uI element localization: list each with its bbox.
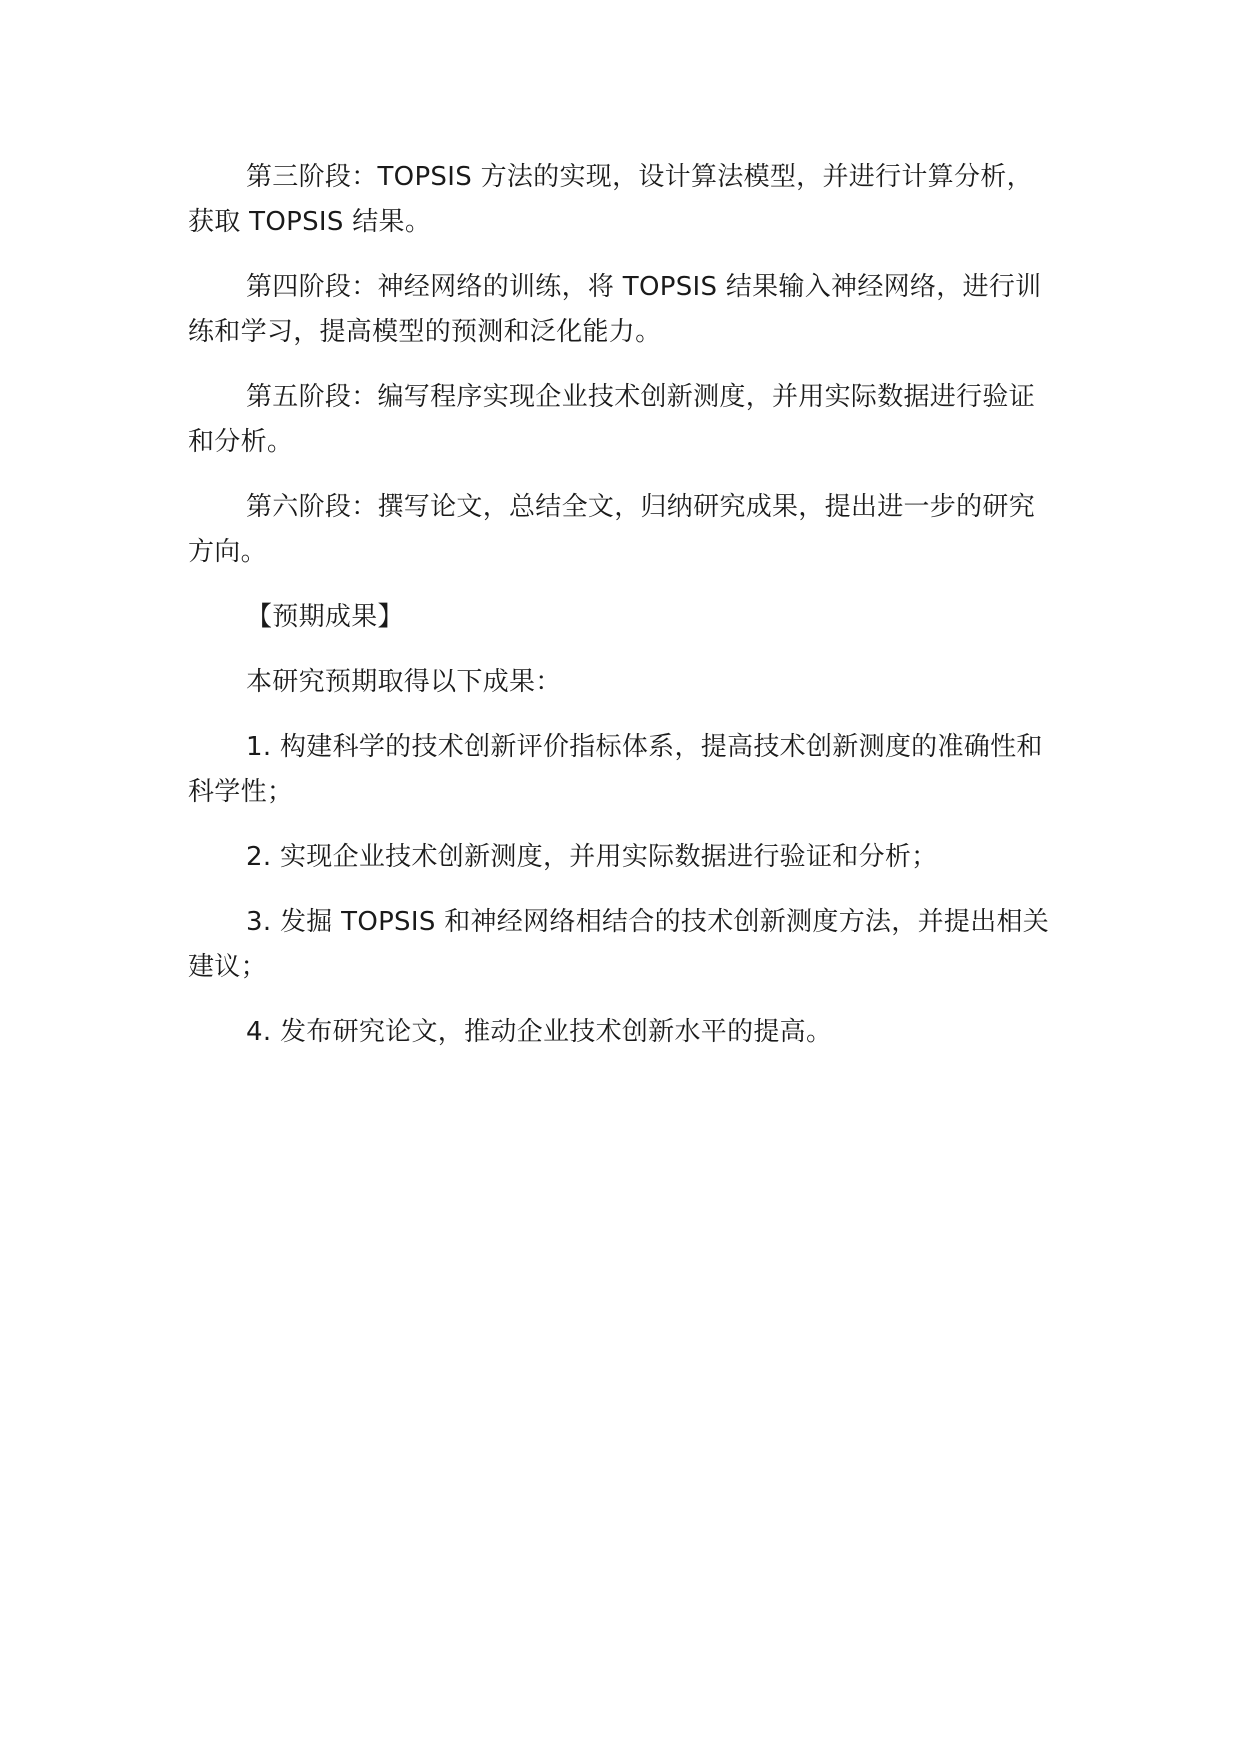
- section-heading-expected-results: 【预期成果】: [246, 602, 404, 632]
- expected-result-item-2: 2. 实现企业技术创新测度，并用实际数据进行验证和分析；: [246, 842, 938, 872]
- document-body: [188, 155, 1050, 1075]
- paragraph-stage-5: 第五阶段：编写程序实现企业技术创新测度，并用实际数据进行验证和分析。: [188, 382, 1036, 457]
- expected-result-item-3: 3. 发掘 TOPSIS 和神经网络相结合的技术创新测度方法，并提出相关建议；: [188, 907, 1050, 982]
- expected-results-intro: 本研究预期取得以下成果：: [246, 667, 562, 697]
- paragraph-stage-4: 第四阶段：神经网络的训练，将 TOPSIS 结果输入神经网络，进行训练和学习，提高模型的预测和泛化能力。: [188, 272, 1042, 347]
- paragraph-stage-6: 第六阶段：撰写论文，总结全文，归纳研究成果，提出进一步的研究方向。: [188, 492, 1036, 567]
- paragraph-stage-3: 第三阶段：TOPSIS 方法的实现，设计算法模型，并进行计算分析，获取 TOPSIS 结果。: [188, 162, 1033, 237]
- expected-result-item-1: 1. 构建科学的技术创新评价指标体系，提高技术创新测度的准确性和科学性；: [188, 732, 1043, 807]
- expected-result-item-4: 4. 发布研究论文，推动企业技术创新水平的提高。: [246, 1017, 833, 1047]
